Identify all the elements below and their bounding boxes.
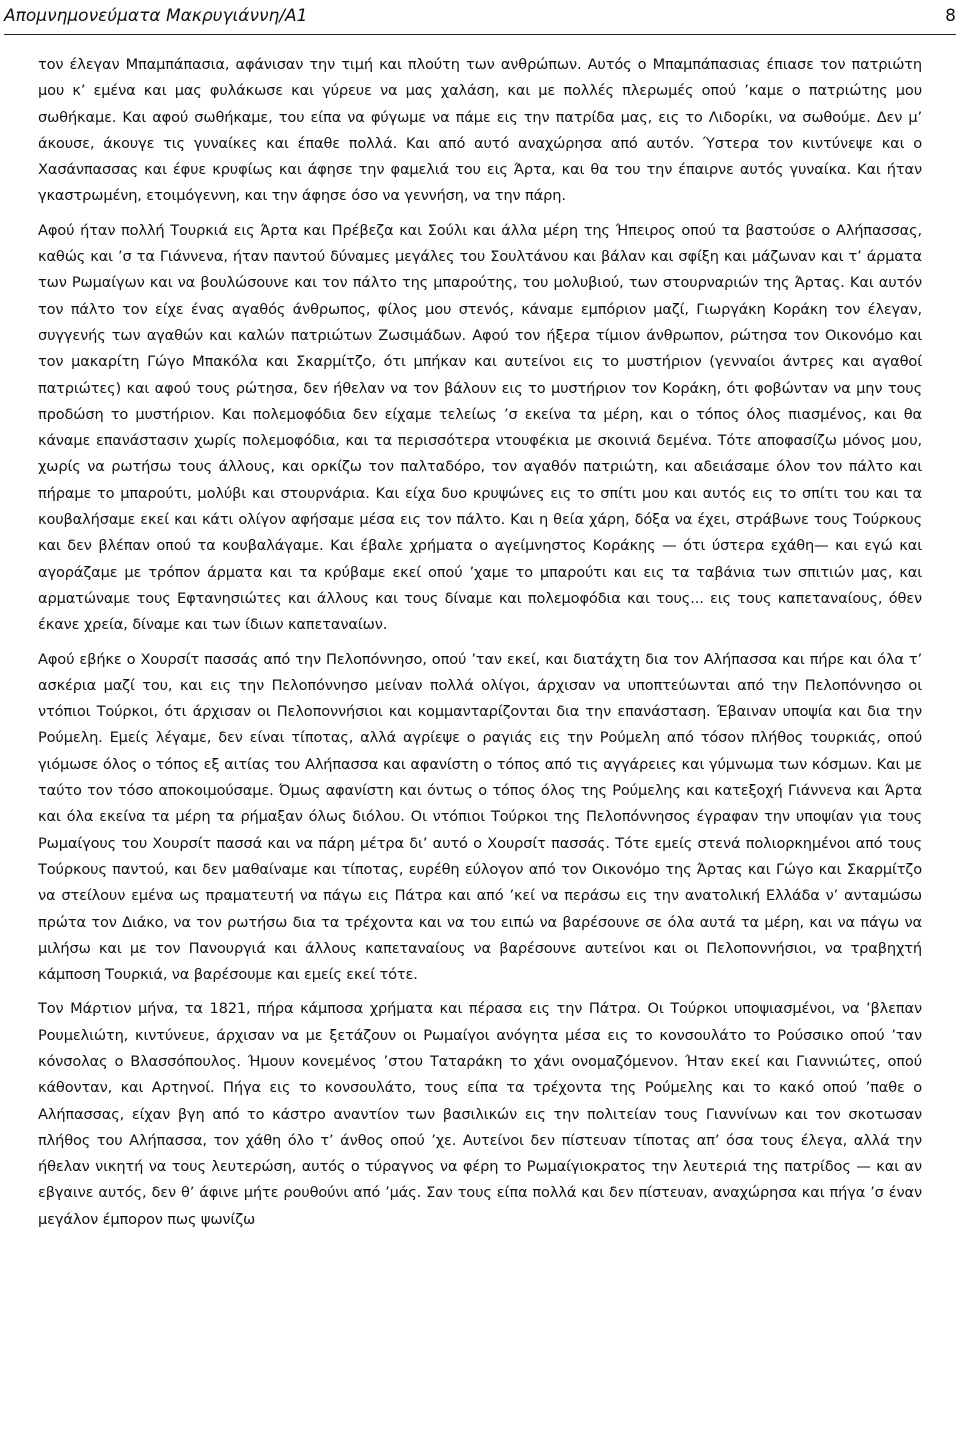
paragraph: Αφού ήταν πολλή Τουρκιά εις Άρτα και Πρέβεζα και Σούλι και άλλα μέρη της Ήπειρος οπού τα βαστούσε ο Αλήπασσας, καθώς και ’σ τα Γιάννενα, ήταν παντού δύναμες μεγάλες του Σουλτάνου και βάλαν και σφίξη και μάζωναν και τ’ άρματα των Ρωμαίγων και να βουλώσουνε και τον πάλτο της μπαρούτης, του μολυβιού, των στουρναριών της Άρτας. Και αυτόν τον πάλτο τον είχε ένας αγαθός άνθρωπος, φίλος μου στενός, κάναμε εμπόριον μαζί, Γιωργάκη Κοράκη τον έλεγαν, συγγενής των αγαθών και καλών πατριώτων Ζωσιμάδων. Αφού τον ήξερα τίμιον άνθρωπον, ρώτησα τον Οικονόμο και τον μακαρίτη Γώγο Μπακόλα και Σκαρμίτζο, ότι μπήκαν και αυτείνοι εις το μυστήριον (γενναίοι άντρες και αγαθοί πατριώτες) και αφού τους ρώτησα, δεν ήθελαν να τον βάλουν εις το μυστήριον τον Κοράκη, ότι φοβώνταν να μην τους προδώση το μυστήριον. Και πολεμοφόδια δεν είχαμε τελείως ’σ εκείνα τα μέρη, και ο τόπος όλος πιασμένος, και θα κάναμε επανάστασιν χωρίς πολεμοφόδια, και τα περισσότερα ντουφέκια με σκοινιά δεμένα. Τότε αποφασίζω μόνος μου, χωρίς να ρωτήσω τους άλλους, και ορκίζω τον παλταδόρο, τον αγαθόν πατριώτη, και αδειάσαμε όλον τον πάλτο και πήραμε το μπαρούτι, μολύβι και στουρνάρια. Και είχα δυο κρυψώνες εις το σπίτι μου και αυτός εις το σπίτι του και τα κουβαλήσαμε εκεί και κάτι ολίγον αφήσαμε μέσα εις τον πάλτο. Και η θεία χάρη, δόξα να έχει, στράβωνε τους Τούρκους και δεν βλέπαν οπού τα κουβαλάγαμε. Και έβαλε χρήματα ο αγείμνηστος Κοράκης — ότι ύστερα εχάθη— και εγώ και αγοράζαμε με τρόπον άρματα και τα κρύβαμε εκεί οπού ’χαμε το μπαρούτι και εις τα ταβάνια των σπιτιών μας, και αρματώναμε τους Εφτανησιώτες και άλλους και τους δίναμε και πολεμοφόδια και τους... εις τους καπεταναίους, όθεν έκανε χρεία, δίναμε και των ίδιων καπεταναίων. [38,221,922,634]
page-number: 8 [945,6,956,26]
running-header [4,0,956,35]
body-text [38,52,922,1241]
paragraph: Αφού εβήκε ο Χουρσίτ πασσάς από την Πελοπόννησο, οπού ’ταν εκεί, και διατάχτη δια τον Αλήπασσα και πήρε και όλα τ’ ασκέρια μαζί του, και εις την Πελοπόννησο μείναν πολλά ολίγοι, άρχισαν να υποπτεύωνται από την Πελοπόννησο οι ντόπιοι Τούρκοι, ότι άρχισαν οι Πελοποννήσιοι και κομμανταρίζονται δια την επανάσταση. Έβαιναν υποψία και δια την Ρούμελη. Εμείς λέγαμε, δεν είναι τίποτας, αλλά αγρίεψε ο ραγιάς εις την Ρούμελη από τόσον πλήθος τουρκιάς, οπού γιόμωσε όλος ο τόπος εξ αιτίας του Αλήπασσα και αφανίστη ο τόπος από τις αγγάρειες και γύμνωμα των κόσμων. Και με ταύτο τον τόσο αποκοιμούσαμε. Όμως αφανίστη και όντως ο τόπος όλος της Ρούμελης και κατεξοχή Γιάννενα και Άρτα και όλα εκείνα τα μέρη τα ρήμαξαν όλως διόλου. Οι ντόπιοι Τούρκοι της Πελοπόννησος έγραφαν την υποψίαν για τους Ρωμαίγους του Χουρσίτ πασσά και να πάρη μέτρα δι’ αυτό ο Χουρσίτ πασσάς. Τότε εμείς στενά πολιορκημένοι από τους Τούρκους παντού, και δεν μαθαίναμε και τίποτας, ευρέθη εύλογον από τον Οικονόμο της Άρτας και Γώγο και Σκαρμίτζο να στείλουν εμένα ως πραματευτή να πάγω εις Πάτρα και από ’κεί να περάσω εις την ανατολική Ελλάδα ν’ ανταμώσω πρώτα τον Διάκο, να τον ρωτήσω δια τα τρέχοντα και να του ειπώ να βαρέσουνε σε όλα αυτά τα μέρη, και να πάγω να μιλήσω και με τον Πανουργιά και άλλους καπεταναίους να βαρέσουνε αυτείνοι και οι Πελοποννήσιοι, να τραβηχτή κάμποση Τουρκιά, να βαρέσουμε και εμείς εκεί τότε. [38,650,922,984]
paragraph: τον έλεγαν Μπαμπάπασια, αφάνισαν την τιμή και πλούτη των ανθρώπων. Αυτός ο Μπαμπάπασιας έπιασε τον πατριώτη μου κ’ εμένα και μας φυλάκωσε και γύρευε να μας χαλάση, και με πολλές πλερωμές οπού ’καμε ο πατριώτης μου σωθήκαμε. Και αφού σωθήκαμε, του είπα να φύγωμε να πάμε εις την πατρίδα μας, εις το Λιδορίκι, να σωθούμε. Δεν μ’ άκουσε, άκουγε τις γυναίκες και έπαθε πολλά. Και από αυτό αναχώρησα από αυτόν. Ύστερα τον κιντύνεψε και ο Χασάνπασσας και έφυε κρυφίως και άφησε την φαμελιά του εις Άρτα, και θα του την έπαιρνε αυτός γυναίκα. Και ήταν γκαστρωμένη, ετοιμόγεννη, και την άφησε όσο να γεννήση, να την πάρη. [38,56,922,205]
paragraph: Τον Μάρτιον μήνα, τα 1821, πήρα κάμποσα χρήματα και πέρασα εις την Πάτρα. Οι Τούρκοι υποψιασμένοι, να ’βλεπαν Ρουμελιώτη, κιντύνευε, άρχισαν να με ξετάζουν οι Ρωμαίγοι ανόγητα μέσα εις το κονσουλάτο το Ρούσσικο οπού ’ταν κόνσολας ο Βλασσόπουλος. Ήμουν κονεμένος ’στου Ταταράκη το χάνι ονομαζόμενον. Ήταν εκεί και Γιαννιώτες, οπού κάθονταν, και Αρτηνοί. Πήγα εις το κονσουλάτο, τους είπα τα τρέχοντα της Ρούμελης και το κακό οπού ’παθε ο Αλήπασσας, είχαν βγη από το κάστρο αναντίον των βασιλικών εις την πολιτείαν τους Γιαννίνων και τον σκοτωσαν πλήθος του Αλήπασσα, τον χάθη όλο τ’ άνθος οπού ’χε. Αυτείνοι δεν πίστευαν τίποτας απ’ όσα τους έλεγα, αλλά την ήθελαν νικητή να τους λευτερώση, αυτός ο τύραγνος να φέρη το Ρωμαίγιοκρατος την λευτεριά της πατρίδος — και αν εβγαινε αυτός, δεν θ’ άφινε μήτε ρουθούνι από ’μάς. Σαν τους είπα πολλά και δεν πίστευαν, αναχώρησα και πήγα ’σ έναν μεγάλον έμπορον πως ψωνίζω [38,1000,922,1228]
header-title: Απομνημονεύματα Μακρυγιάννη/Α1 [4,6,308,26]
